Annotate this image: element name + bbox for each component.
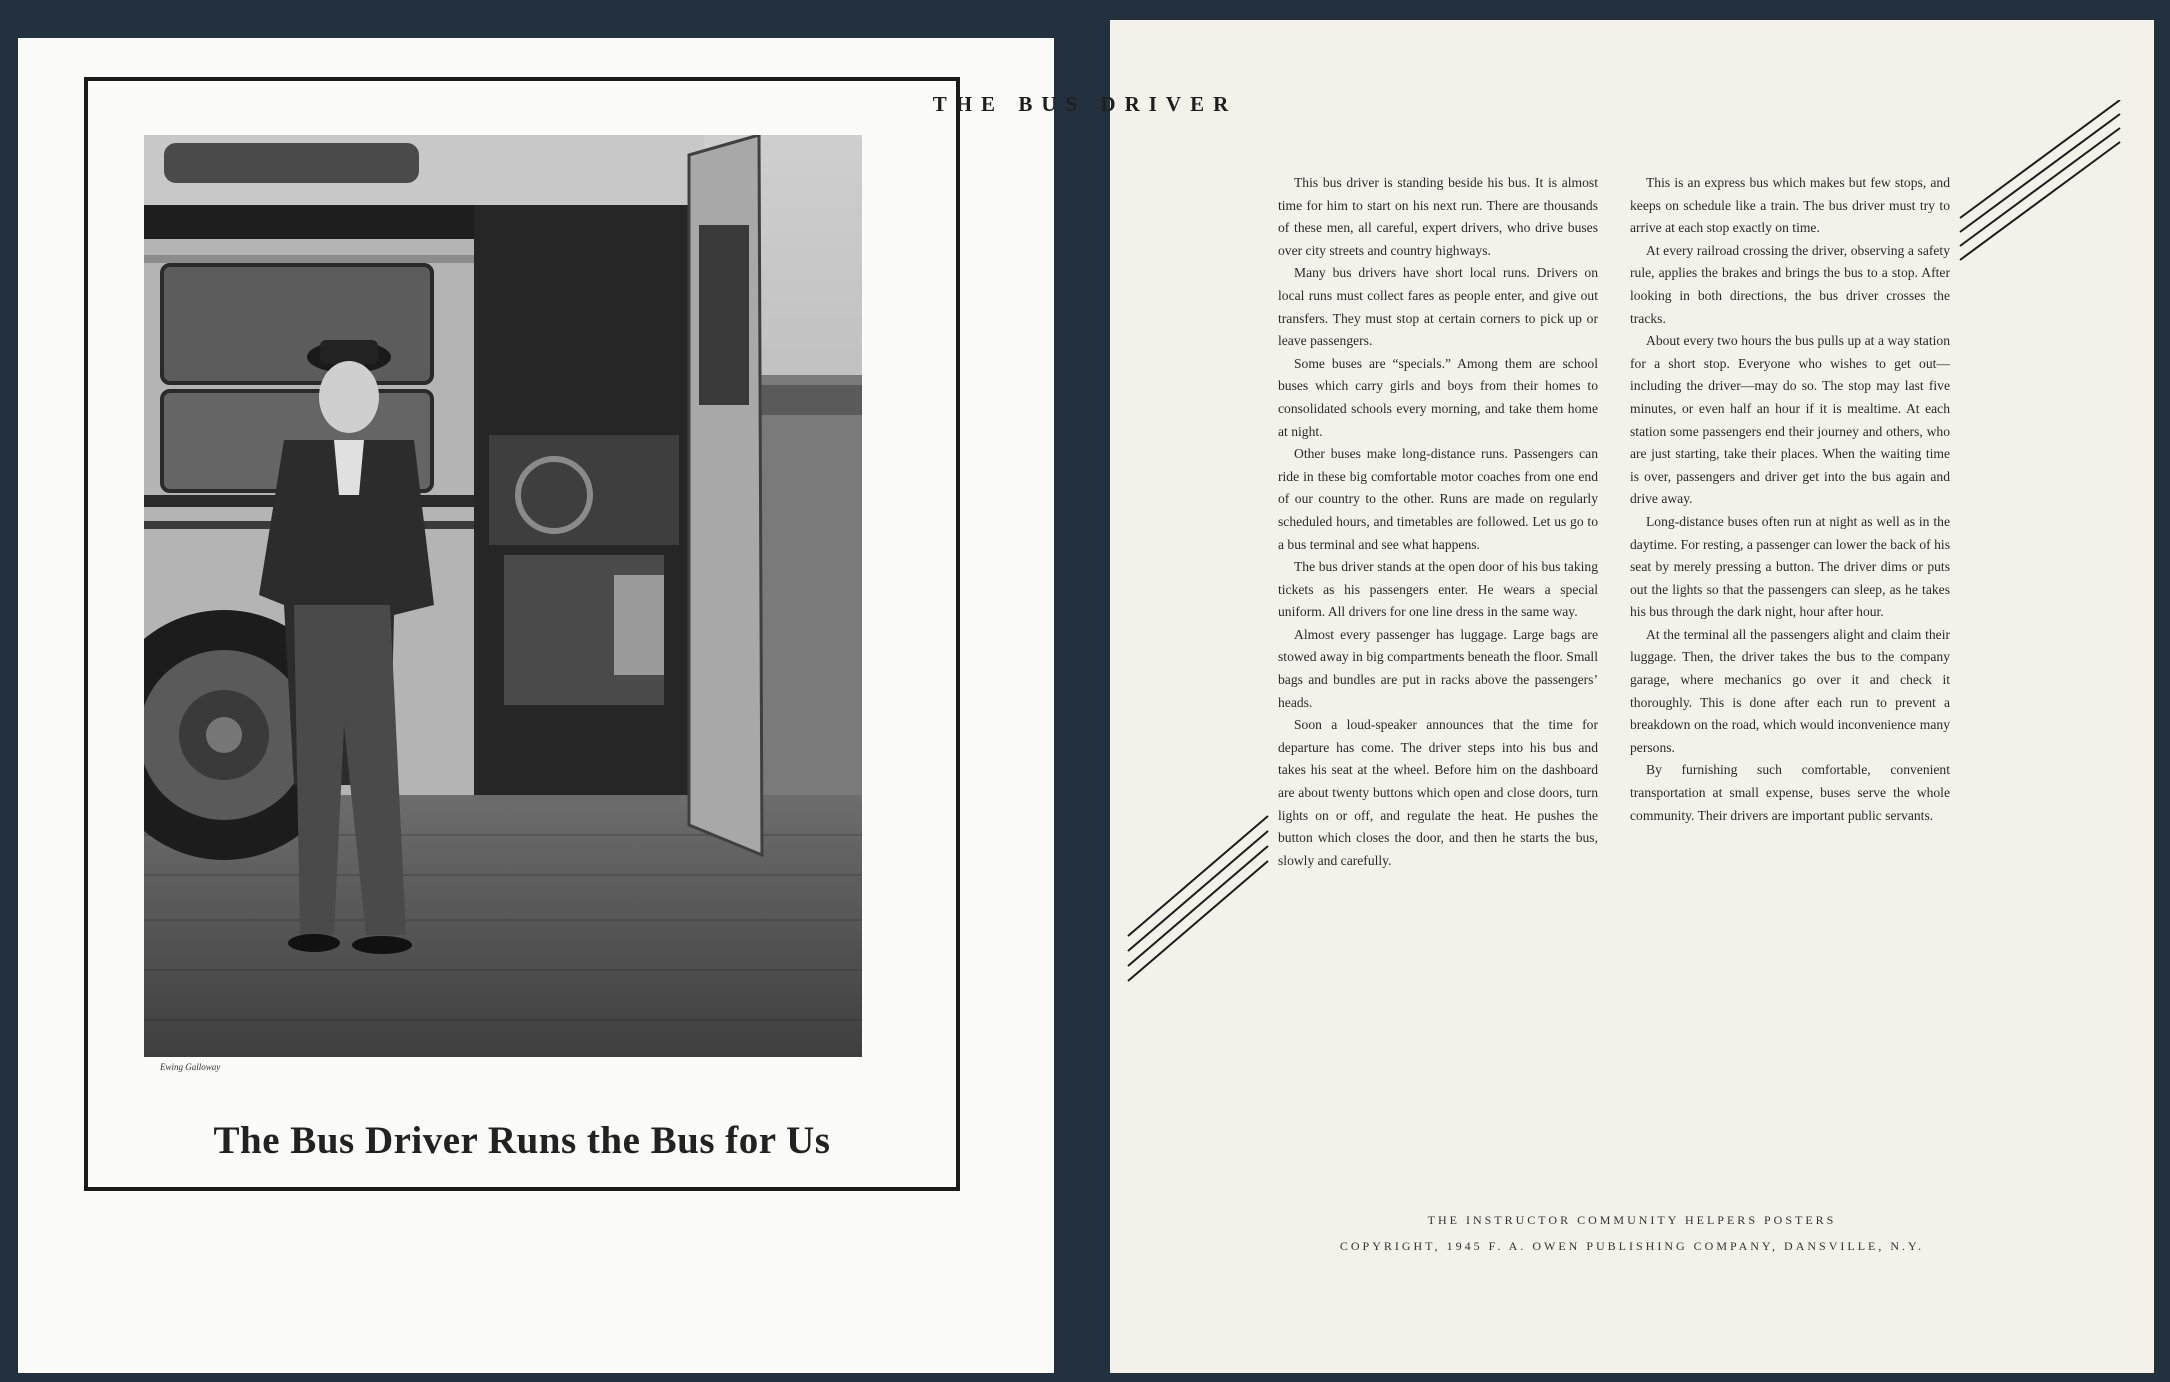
footer-copyright: COPYRIGHT, 1945 F. A. OWEN PUBLISHING COMPANY, DANSVILLE, N.Y. (1339, 1239, 1925, 1253)
bus-driver-photo (144, 135, 862, 1057)
photo-credit: Ewing Galloway (160, 1062, 221, 1072)
paragraph: Other buses make long-distance runs. Passengers can ride in these big comfortable motor coaches from one end of our country to the other. Runs are made on regularly scheduled hours, and timetables are followed. Let us go to a bus terminal and see what happens. (1278, 446, 1598, 552)
paragraph: The bus driver stands at the open door of his bus taking tickets as his passengers enter. He wears a special uniform. All drivers for one line dress in the same way. (1278, 559, 1598, 620)
paragraph: Many bus drivers have short local runs. Drivers on local runs must collect fares as people enter, and give out transfers. They must stop at certain corners to pick up or leave passengers. (1278, 265, 1598, 349)
paragraph: Some buses are “specials.” Among them are school buses which carry girls and boys from their homes to consolidated schools every morning, and take them home at night. (1278, 355, 1598, 439)
paragraph: At the terminal all the passengers alight and claim their luggage. Then, the driver takes the bus to the company garage, where mechanics go over it and check it thoroughly. This is done after each run to prevent a breakdown on the road, which would inconvenience many persons. (1630, 626, 1950, 755)
paragraph: This bus driver is standing beside his bus. It is almost time for him to start on his next run. There are thousands of these men, all careful, expert drivers, who drive buses over city streets and country highways. (1278, 175, 1598, 258)
paragraph: This is an express bus which makes but few stops, and keeps on schedule like a train. The bus driver must try to arrive at each stop exactly on time. (1630, 175, 1950, 236)
paragraph: Long-distance buses often run at night as well as in the daytime. For resting, a passenger can lower the back of his seat by merely pressing a button. The driver dims or puts out the lights so that the passengers can sleep, as he takes his bus through the dark night, hour after hour. (1630, 513, 1950, 620)
decorative-lines-bottom-left (1118, 806, 1278, 986)
back-title: THE BUS DRIVER (932, 92, 1238, 116)
paragraph: Soon a loud-speaker announces that the time for departure has come. The driver steps into his bus and takes his seat at the wheel. Before him on the dashboard are about twenty buttons which open and close doors, turn lights on or off, and regulate the heat. He pushes the button which closes the door, and then he starts the bus, slowly and carefully. (1278, 717, 1598, 868)
paragraph: By furnishing such comfortable, convenient transportation at small expense, buses serve the whole community. Their drivers are important public servants. (1630, 762, 1950, 823)
text-column-left (1278, 172, 1598, 872)
paragraph: About every two hours the bus pulls up at a way station for a short stop. Everyone who wishes to get out—including the driver—may do so. The stop may last five minutes, or even half an hour if it is mealtime. At each station some passengers end their journey and others, who are just starting, take their places. When the waiting time is over, passengers and driver get into the bus again and drive away. (1630, 333, 1950, 507)
text-column-right (1630, 172, 1950, 827)
decorative-lines-top-right (1950, 100, 2130, 270)
poster-caption: The Bus Driver Runs the Bus for Us (213, 1119, 831, 1162)
paragraph: Almost every passenger has luggage. Large bags are stowed away in big compartments beneath the floor. Small bags and bundles are put in racks above the passengers’ heads. (1278, 626, 1598, 710)
paragraph: At every railroad crossing the driver, observing a safety rule, applies the brakes and brings the bus to a stop. After looking in both directions, the bus driver crosses the tracks. (1630, 242, 1950, 326)
footer-series: THE INSTRUCTOR COMMUNITY HELPERS POSTERS (1427, 1213, 1837, 1227)
